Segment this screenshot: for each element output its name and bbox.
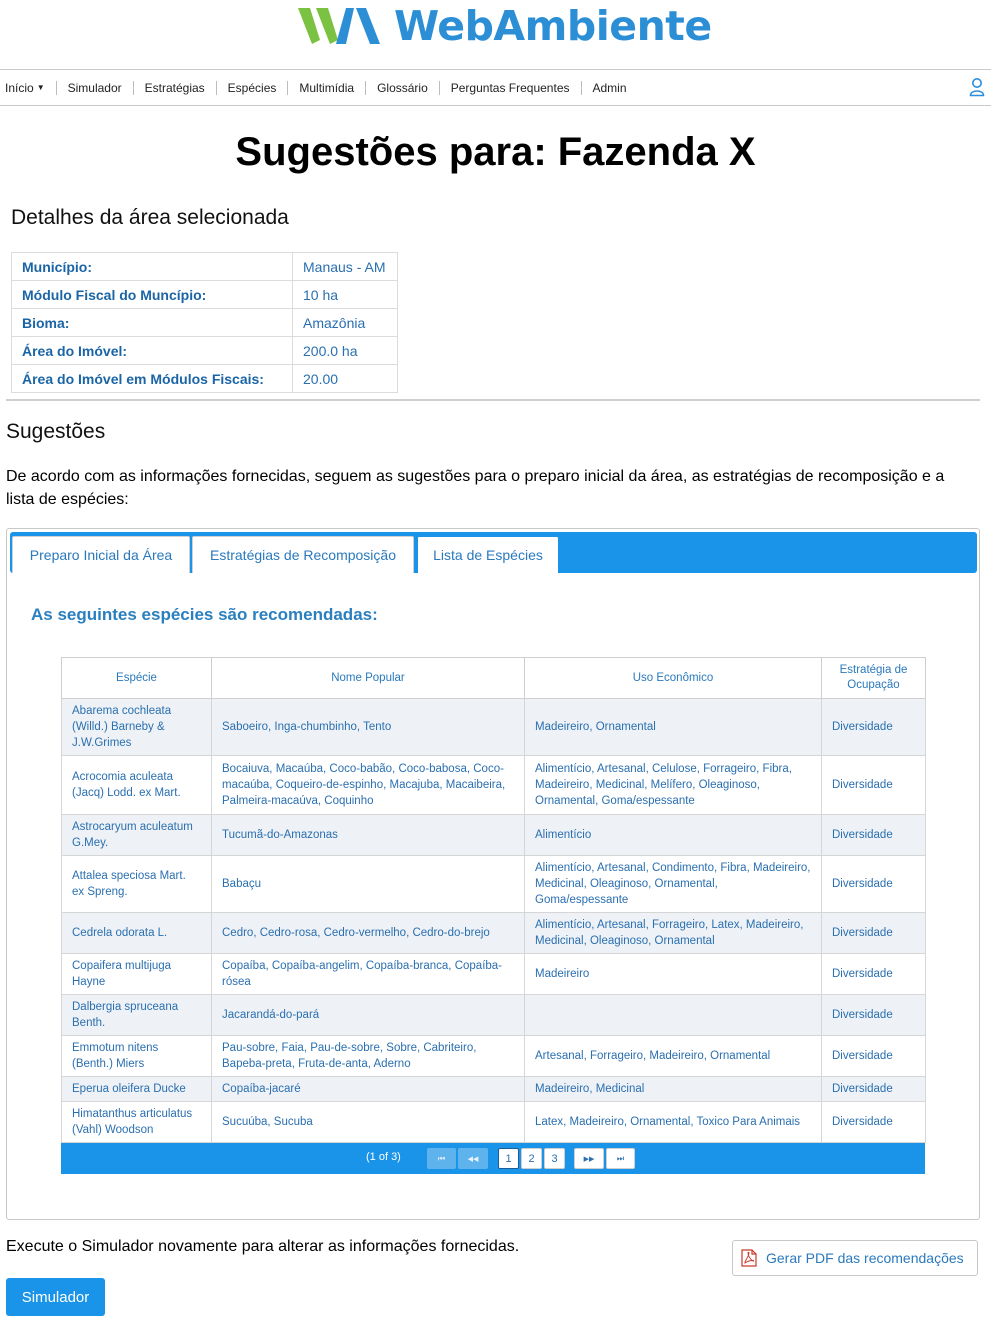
prev-page-icon: ◀◀	[467, 1155, 479, 1163]
page-title: Sugestões para: Fazenda X	[235, 130, 756, 174]
cell-especie: Himatanthus articulatus (Vahl) Woodson	[62, 1102, 212, 1143]
nav-item-7[interactable]	[582, 81, 638, 95]
cell-especie: Emmotum nitens (Benth.) Miers	[62, 1036, 212, 1077]
species-heading: As seguintes espécies são recomendadas:	[31, 605, 378, 624]
table-row[interactable]	[62, 995, 926, 1036]
cell-estrategia: Diversidade	[822, 954, 926, 995]
nav-item-label: Admin	[592, 80, 627, 95]
nav-item-1[interactable]	[57, 81, 134, 95]
cell-especie: Eperua oleifera Ducke	[62, 1077, 212, 1102]
cell-estrategia: Diversidade	[822, 815, 926, 856]
species-table-header-row	[62, 658, 926, 699]
cell-especie: Astrocaryum aculeatum G.Mey.	[62, 815, 212, 856]
cell-especie: Abarema cochleata (Willd.) Barneby & J.W.Grimes	[62, 699, 212, 756]
logo-text: WebAmbiente	[394, 2, 712, 50]
details-value: Amazônia	[293, 309, 398, 337]
details-value: Manaus - AM	[293, 253, 398, 281]
webambiente-logo-icon	[296, 4, 382, 48]
cell-nome-popular: Bocaiuva, Macaúba, Coco-babão, Coco-babosa, Coco-macaúba, Coqueiro-de-espinho, Macajuba, Macaibeira, Palmeira-macaúva, Coquinho	[212, 756, 525, 815]
table-row[interactable]	[62, 856, 926, 913]
table-row[interactable]	[62, 1102, 926, 1143]
cell-estrategia: Diversidade	[822, 699, 926, 756]
header	[0, 0, 991, 70]
cell-nome-popular: Pau-sobre, Faia, Pau-de-sobre, Sobre, Cabriteiro, Bapeba-preta, Fruta-de-anta, Aderno	[212, 1036, 525, 1077]
details-row	[12, 365, 398, 393]
cell-uso-economico: Alimentício, Artesanal, Condimento, Fibra, Madeireiro, Medicinal, Oleaginoso, Ornamental, Goma/espessante	[525, 856, 822, 913]
cell-nome-popular: Jacarandá-do-pará	[212, 995, 525, 1036]
details-value: 20.00	[293, 365, 398, 393]
paginator-page-1[interactable]: 1	[498, 1148, 519, 1169]
details-value: 200.0 ha	[293, 337, 398, 365]
cell-nome-popular: Copaíba, Copaíba-angelim, Copaíba-branca, Copaíba-rósea	[212, 954, 525, 995]
details-row	[12, 253, 398, 281]
nav-item-label: Glossário	[377, 80, 428, 95]
tab-lista-especies[interactable]: Lista de Espécies	[417, 536, 559, 573]
table-row[interactable]	[62, 1036, 926, 1077]
tab-estrategias-recomposicao[interactable]: Estratégias de Recomposição	[192, 536, 414, 573]
paginator	[61, 1143, 925, 1174]
cell-especie: Cedrela odorata L.	[62, 913, 212, 954]
logo[interactable]	[296, 4, 712, 48]
cell-uso-economico: Alimentício, Artesanal, Celulose, Forrageiro, Fibra, Madeireiro, Medicinal, Melífero, Oleaginoso, Ornamental, Goma/espessante	[525, 756, 822, 815]
paginator-page-3[interactable]: 3	[544, 1148, 565, 1169]
cell-nome-popular: Cedro, Cedro-rosa, Cedro-vermelho, Cedro-do-brejo	[212, 913, 525, 954]
cell-uso-economico	[525, 995, 822, 1036]
cell-nome-popular: Saboeiro, Inga-chumbinho, Tento	[212, 699, 525, 756]
details-label: Área do Imóvel em Módulos Fiscais:	[12, 365, 293, 393]
cell-estrategia: Diversidade	[822, 995, 926, 1036]
species-table-container	[61, 657, 925, 1174]
simulator-button[interactable]: Simulador	[6, 1278, 105, 1316]
paginator-prev-button[interactable]	[458, 1148, 488, 1169]
nav-item-label: Simulador	[67, 80, 122, 95]
cell-nome-popular: Babaçu	[212, 856, 525, 913]
cell-uso-economico: Latex, Madeireiro, Ornamental, Toxico Para Animais	[525, 1102, 822, 1143]
cell-estrategia: Diversidade	[822, 1102, 926, 1143]
caret-down-icon: ▼	[36, 82, 45, 92]
details-row	[12, 281, 398, 309]
cell-especie: Dalbergia spruceana Benth.	[62, 995, 212, 1036]
table-row[interactable]	[62, 815, 926, 856]
nav-item-label: Espécies	[227, 80, 277, 95]
cell-especie: Attalea speciosa Mart. ex Spreng.	[62, 856, 212, 913]
column-header[interactable]: Uso Econômico	[525, 658, 822, 699]
column-header[interactable]: Espécie	[62, 658, 212, 699]
species-table	[61, 657, 926, 1143]
details-label: Módulo Fiscal do Muncípio:	[12, 281, 293, 309]
details-section-title: Detalhes da área selecionada	[11, 206, 289, 229]
cell-especie: Copaifera multijuga Hayne	[62, 954, 212, 995]
cell-nome-popular: Sucuúba, Sucuba	[212, 1102, 525, 1143]
nav-item-5[interactable]	[366, 81, 440, 95]
section-divider	[6, 399, 980, 401]
table-row[interactable]	[62, 913, 926, 954]
tab-bar	[10, 532, 977, 573]
last-page-icon: ⏭	[616, 1153, 625, 1163]
cell-especie: Acrocomia aculeata (Jacq) Lodd. ex Mart.	[62, 756, 212, 815]
column-header[interactable]: Estratégia de Ocupação	[822, 658, 926, 699]
suggestions-section-title: Sugestões	[6, 420, 106, 443]
cell-uso-economico: Madeireiro, Ornamental	[525, 699, 822, 756]
nav-item-label: Estratégias	[144, 80, 205, 95]
paginator-last-button[interactable]	[606, 1148, 635, 1169]
table-row[interactable]	[62, 954, 926, 995]
generate-pdf-button[interactable]	[732, 1240, 978, 1276]
nav-item-4[interactable]	[288, 81, 366, 95]
nav-item-0[interactable]	[4, 81, 57, 95]
nav-item-6[interactable]	[440, 81, 582, 95]
nav-item-label: Início	[5, 80, 34, 95]
cell-uso-economico: Alimentício, Artesanal, Forrageiro, Latex, Madeireiro, Medicinal, Oleaginoso, Ornamental	[525, 913, 822, 954]
nav-item-label: Perguntas Frequentes	[450, 80, 570, 95]
tab-preparo-inicial[interactable]: Preparo Inicial da Área	[12, 536, 190, 573]
table-row[interactable]	[62, 756, 926, 815]
pdf-icon	[741, 1249, 757, 1267]
nav-item-label: Multimídia	[299, 80, 355, 95]
table-row[interactable]	[62, 699, 926, 756]
details-label: Área do Imóvel:	[12, 337, 293, 365]
details-label: Bioma:	[12, 309, 293, 337]
cell-uso-economico: Madeireiro	[525, 954, 822, 995]
cell-estrategia: Diversidade	[822, 913, 926, 954]
user-icon[interactable]	[969, 77, 985, 97]
next-page-icon: ▶▶	[583, 1155, 595, 1163]
nav-list	[0, 70, 991, 105]
cell-uso-economico: Artesanal, Forrageiro, Madeireiro, Ornamental	[525, 1036, 822, 1077]
cell-uso-economico: Madeireiro, Medicinal	[525, 1077, 822, 1102]
table-row[interactable]	[62, 1077, 926, 1102]
cell-estrategia: Diversidade	[822, 756, 926, 815]
column-header[interactable]: Nome Popular	[212, 658, 525, 699]
cell-estrategia: Diversidade	[822, 856, 926, 913]
cell-estrategia: Diversidade	[822, 1077, 926, 1102]
nav-item-2[interactable]	[134, 81, 217, 95]
details-row	[12, 337, 398, 365]
paginator-first-button[interactable]	[427, 1148, 456, 1169]
cell-uso-economico: Alimentício	[525, 815, 822, 856]
main-navbar	[0, 69, 991, 106]
details-label: Município:	[12, 253, 293, 281]
first-page-icon: ⏮	[437, 1153, 446, 1163]
cell-nome-popular: Tucumã-do-Amazonas	[212, 815, 525, 856]
paginator-page-2[interactable]: 2	[521, 1148, 542, 1169]
suggestions-tabs-panel	[6, 528, 980, 1220]
generate-pdf-label: Gerar PDF das recomendações	[766, 1250, 964, 1266]
cell-nome-popular: Copaíba-jacaré	[212, 1077, 525, 1102]
paginator-next-button[interactable]	[574, 1148, 604, 1169]
footer-instruction: Execute o Simulador novamente para alterar as informações fornecidas.	[6, 1238, 520, 1255]
paginator-page-info: (1 of 3)	[366, 1151, 401, 1163]
details-row	[12, 309, 398, 337]
details-value: 10 ha	[293, 281, 398, 309]
cell-estrategia: Diversidade	[822, 1036, 926, 1077]
details-table	[11, 252, 398, 393]
nav-item-3[interactable]	[217, 81, 289, 95]
suggestions-intro: De acordo com as informações fornecidas, seguem as sugestões para o preparo inicial da área, as estratégias de recomposição e a lista de espécies:	[6, 468, 945, 508]
